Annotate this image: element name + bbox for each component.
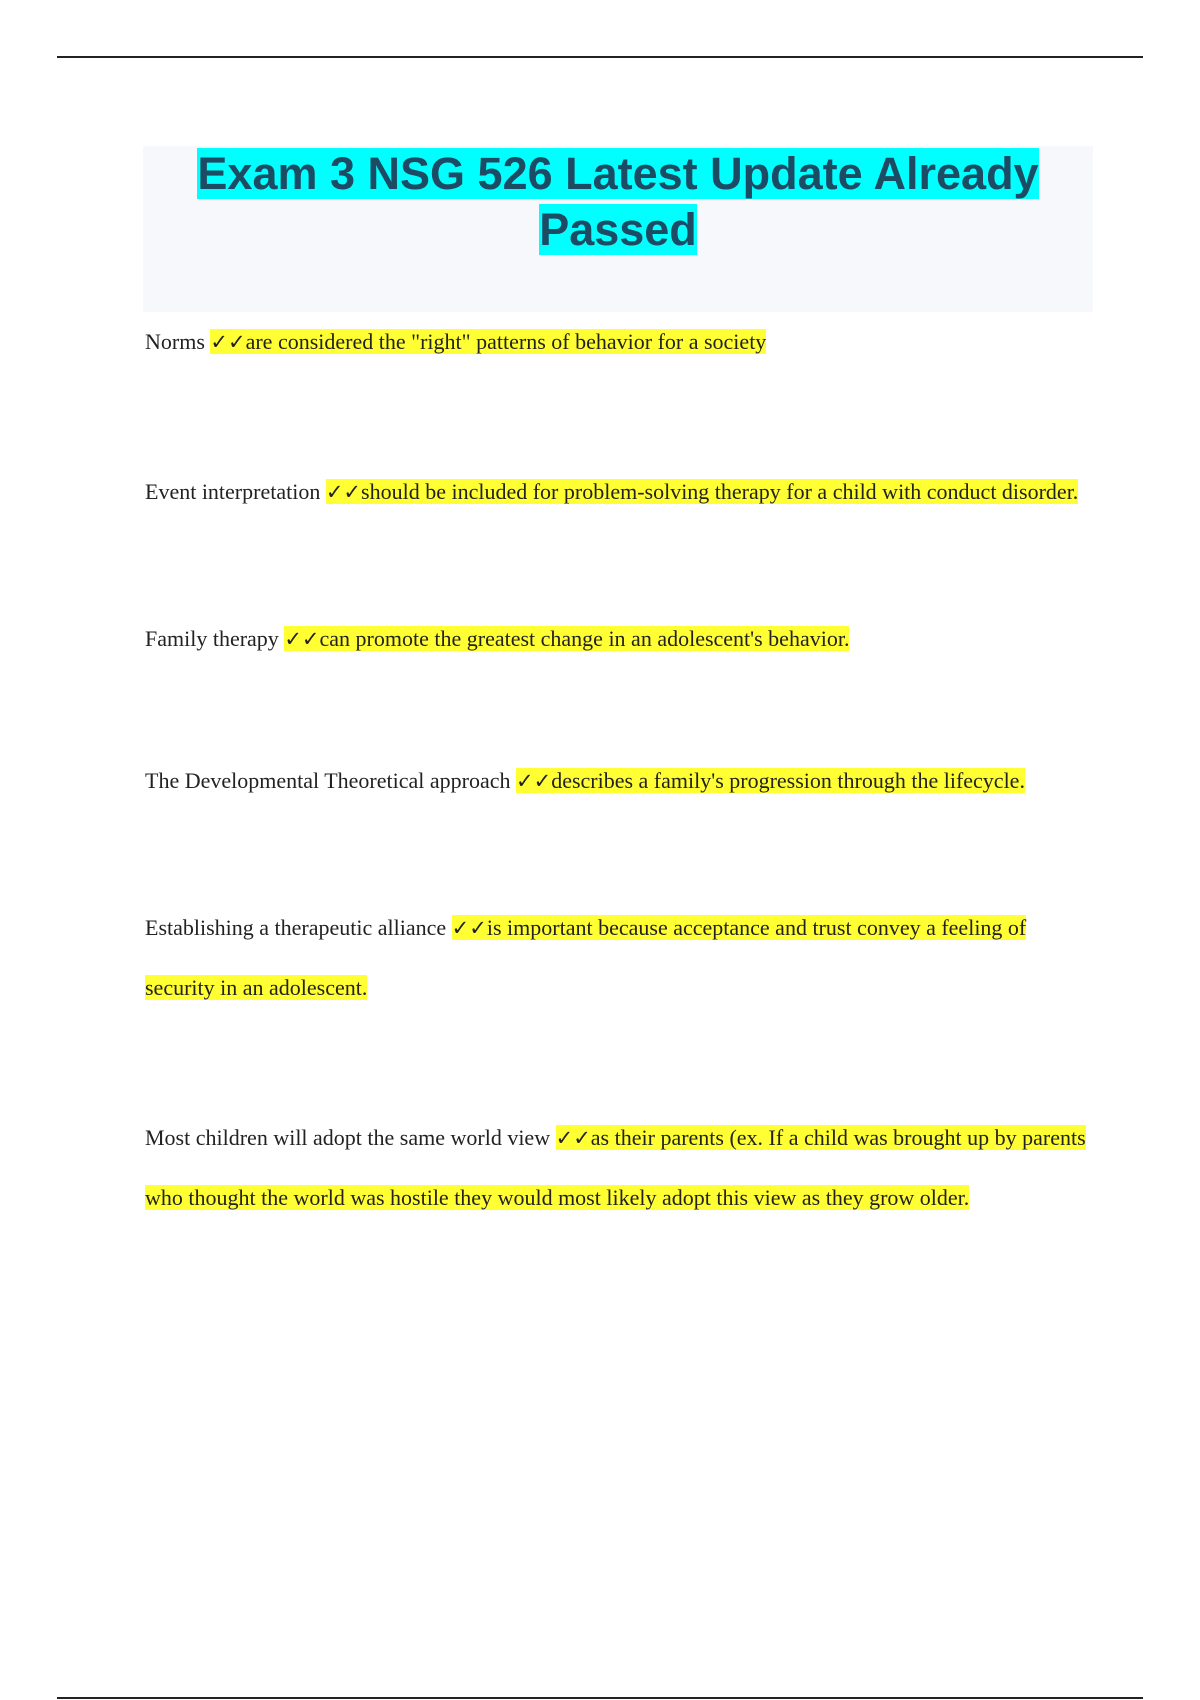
entry-answer: are considered the "right" patterns of behavior for a society xyxy=(245,329,767,354)
check-icon: ✓✓ xyxy=(515,769,552,793)
list-item xyxy=(145,462,1095,522)
entry-term: Norms xyxy=(145,329,205,354)
top-rule xyxy=(57,56,1143,58)
entry-answer: can promote the greatest change in an adolescent's behavior. xyxy=(319,626,850,651)
entry-answer: should be included for problem-solving therapy for a child with conduct disorder. xyxy=(361,479,1079,504)
list-item xyxy=(145,1108,1095,1228)
entry-term: Establishing a therapeutic alliance xyxy=(145,915,447,940)
document-title: Exam 3 NSG 526 Latest Update Already Passed xyxy=(197,148,1039,255)
entry-term: Event interpretation xyxy=(145,479,321,504)
title-block xyxy=(143,146,1093,312)
entry-answer: is important because acceptance and trust convey a feeling of security in an adolescent. xyxy=(145,915,1027,1000)
check-icon: ✓✓ xyxy=(325,480,362,504)
list-item xyxy=(145,751,1095,811)
check-icon: ✓✓ xyxy=(210,330,246,354)
flashcard-list xyxy=(145,312,1095,1228)
list-item xyxy=(145,312,1095,372)
entry-term: Most children will adopt the same world view xyxy=(145,1125,551,1150)
entry-term: The Developmental Theoretical approach xyxy=(145,768,511,793)
bottom-rule xyxy=(57,1697,1143,1699)
entry-term: Family therapy xyxy=(145,626,279,651)
list-item xyxy=(145,609,1095,669)
entry-answer: as their parents (ex. If a child was brought up by parents who thought the world was hostile they would most likely adopt this view as they grow older. xyxy=(145,1125,1086,1210)
check-icon: ✓✓ xyxy=(555,1126,591,1150)
list-item xyxy=(145,898,1095,1018)
entry-answer: describes a family's progression through the lifecycle. xyxy=(551,768,1025,793)
check-icon: ✓✓ xyxy=(284,627,320,651)
check-icon: ✓✓ xyxy=(451,916,487,940)
